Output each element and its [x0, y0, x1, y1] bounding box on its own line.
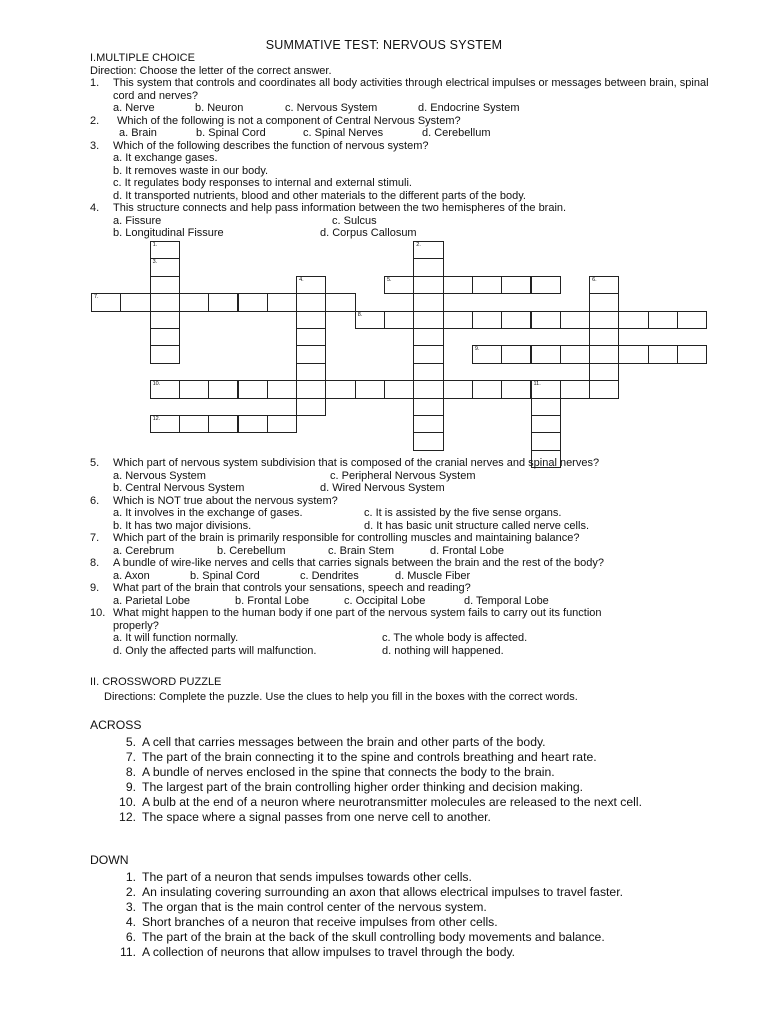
across-clues: [90, 718, 690, 825]
crossword-cell[interactable]: [413, 293, 443, 311]
crossword-cell[interactable]: [648, 311, 678, 329]
question-2: [90, 115, 730, 128]
question-options: [90, 215, 730, 228]
crossword-clue-number: 11.: [533, 381, 541, 388]
question-text: A bundle of wire-like nerves and cells that carries signals between the brain and the rest of the body?: [113, 557, 605, 569]
crossword-cell[interactable]: [443, 380, 473, 398]
option-c[interactable]: c. Nervous System: [285, 102, 378, 114]
crossword-clue-number: 5.: [387, 276, 392, 283]
clue-number: 6.: [125, 930, 136, 944]
question-number: 9.: [90, 582, 100, 594]
clue-number: 1.: [125, 870, 136, 884]
clue-text: The part of a neuron that sends impulses towards other cells.: [142, 870, 472, 884]
crossword-cell[interactable]: [150, 328, 180, 346]
option-b[interactable]: b. It has two major divisions.: [113, 519, 252, 532]
crossword-cell[interactable]: [531, 415, 561, 433]
question-text: Which part of the brain is primarily responsible for controlling muscles and maintaining balance?: [113, 532, 580, 544]
question-number: 4.: [90, 202, 100, 214]
crossword-cell[interactable]: [267, 293, 297, 311]
option-c[interactable]: c. Occipital Lobe: [344, 594, 426, 607]
question-number: 5.: [90, 457, 100, 469]
crossword-cell[interactable]: [531, 432, 561, 450]
question-options: [90, 520, 730, 533]
clue-text: A collection of neurons that allow impulses to travel through the body.: [142, 945, 516, 959]
clue-item: [90, 810, 690, 825]
crossword-clue-number: 12.: [152, 416, 161, 422]
question-options: [90, 470, 730, 483]
question-options: [90, 595, 730, 608]
option-d[interactable]: d. Corpus Callosum: [320, 227, 417, 239]
crossword-cell[interactable]: [179, 415, 209, 433]
crossword-cell[interactable]: [238, 380, 268, 398]
section-direction: Direction: Choose the letter of the correct answer.: [90, 64, 332, 77]
option-d[interactable]: d. It has basic unit structure called nerve cells.: [364, 519, 589, 532]
crossword-cell[interactable]: [589, 293, 619, 311]
question-options: [90, 570, 730, 583]
crossword-cell[interactable]: [413, 241, 443, 259]
question-8: [90, 557, 730, 570]
crossword-cell[interactable]: [589, 363, 619, 381]
question-text: Which part of nervous system subdivision that is composed of the cranial nerves and spinal nerves?: [113, 457, 600, 469]
clue-item: [90, 795, 690, 810]
question-text: Which of the following describes the function of nervous system?: [113, 139, 429, 152]
clue-item: [90, 930, 690, 945]
question-3: [90, 140, 730, 153]
crossword-cell[interactable]: [267, 415, 297, 433]
crossword-cell[interactable]: [618, 311, 648, 329]
crossword-cell[interactable]: [413, 415, 443, 433]
clue-number: 7.: [125, 750, 136, 764]
crossword-cell[interactable]: [560, 345, 590, 363]
clue-number: 11.: [119, 945, 136, 959]
question-number: 3.: [90, 139, 100, 152]
option-a[interactable]: a. Axon: [113, 569, 150, 582]
crossword-cell[interactable]: [150, 293, 180, 311]
page-title: SUMMATIVE TEST: NERVOUS SYSTEM: [265, 38, 503, 52]
crossword-cell[interactable]: [560, 311, 590, 329]
option-a[interactable]: a. Fissure: [113, 214, 162, 227]
clue-text: A bundle of nerves enclosed in the spine that connects the body to the brain.: [142, 765, 555, 779]
clue-number: 5.: [125, 735, 136, 749]
crossword-cell[interactable]: [443, 276, 473, 294]
question-number: 6.: [90, 494, 100, 507]
crossword-cell[interactable]: [560, 380, 590, 398]
crossword-cell[interactable]: [150, 258, 180, 276]
crossword-cell[interactable]: [531, 345, 561, 363]
question-number: 2.: [90, 114, 100, 127]
section-direction: Directions: Complete the puzzle. Use the clues to help you fill in the boxes with the correct words.: [104, 691, 578, 703]
clue-text: The organ that is the main control center of the nervous system.: [142, 900, 487, 914]
clue-number: 8.: [125, 765, 136, 779]
option-b[interactable]: b. Spinal Cord: [190, 569, 260, 582]
multiple-choice-section: [90, 52, 730, 240]
crossword-cell[interactable]: [355, 311, 385, 329]
option-b[interactable]: b. Central Nervous System: [113, 482, 245, 494]
section-heading: I.MULTIPLE CHOICE: [90, 52, 195, 64]
crossword-cell[interactable]: [531, 276, 561, 294]
option-c[interactable]: c. Spinal Nerves: [303, 127, 384, 139]
crossword-cell[interactable]: [267, 380, 297, 398]
across-heading: ACROSS: [90, 718, 142, 732]
clue-item: [90, 750, 690, 765]
option-a[interactable]: a. Brain: [119, 127, 157, 139]
option-b[interactable]: b. It removes waste in our body.: [113, 164, 269, 177]
option-b[interactable]: d. Only the affected parts will malfunction.: [113, 644, 317, 657]
crossword-cell[interactable]: [413, 380, 443, 398]
question-options: [90, 545, 730, 558]
option-b[interactable]: b. Frontal Lobe: [235, 594, 309, 607]
crossword-cell[interactable]: [531, 380, 561, 398]
clue-item: [90, 885, 690, 900]
option-c[interactable]: c. Brain Stem: [328, 544, 395, 557]
crossword-cell[interactable]: [179, 380, 209, 398]
crossword-cell[interactable]: [150, 415, 180, 433]
question-text-continued: properly?: [113, 619, 159, 632]
question-4: [90, 202, 730, 215]
crossword-cell[interactable]: [238, 293, 268, 311]
crossword-cell[interactable]: [150, 276, 180, 294]
crossword-cell[interactable]: [120, 293, 150, 311]
crossword-section: [90, 676, 730, 703]
crossword-cell[interactable]: [677, 311, 707, 329]
clue-item: [90, 945, 690, 960]
crossword-clue-number: 6.: [592, 276, 597, 283]
crossword-cell[interactable]: [501, 345, 531, 363]
crossword-cell[interactable]: [531, 398, 561, 416]
option-a[interactable]: a. Nervous System: [113, 469, 206, 482]
crossword-cell[interactable]: [208, 293, 238, 311]
crossword-cell[interactable]: [589, 311, 619, 329]
crossword-cell[interactable]: [618, 345, 648, 363]
crossword-cell[interactable]: [325, 293, 355, 311]
crossword-cell[interactable]: [296, 293, 326, 311]
option-c[interactable]: c. Peripheral Nervous System: [330, 469, 476, 482]
clue-text: A cell that carries messages between the brain and other parts of the body.: [142, 735, 546, 749]
crossword-cell[interactable]: [589, 276, 619, 294]
question-number: 8.: [90, 557, 100, 569]
question-text: Which of the following is not a component of Central Nervous System?: [117, 114, 461, 127]
option-c[interactable]: c. It regulates body responses to internal and external stimuli.: [113, 177, 412, 189]
crossword-cell[interactable]: [325, 380, 355, 398]
option-c[interactable]: c. Dendrites: [300, 569, 359, 582]
option-d[interactable]: d. Wired Nervous System: [320, 482, 445, 494]
crossword-cell[interactable]: [150, 345, 180, 363]
crossword-cell[interactable]: [589, 345, 619, 363]
option-d[interactable]: d. Temporal Lobe: [464, 594, 549, 607]
question-options: [90, 102, 730, 115]
question-options: [90, 482, 730, 495]
crossword-cell[interactable]: [472, 311, 502, 329]
crossword-cell[interactable]: [296, 328, 326, 346]
crossword-clue-number: 4.: [299, 276, 304, 283]
clue-item: [90, 765, 690, 780]
option-a[interactable]: a. It exchange gases.: [113, 152, 218, 164]
crossword-cell[interactable]: [472, 276, 502, 294]
option-d[interactable]: d. Frontal Lobe: [430, 544, 504, 557]
question-options: [90, 632, 730, 645]
clue-text: The part of the brain connecting it to the spine and controls breathing and heart rate.: [142, 750, 597, 764]
crossword-cell[interactable]: [472, 345, 502, 363]
crossword-cell[interactable]: [384, 311, 414, 329]
option-b[interactable]: b. Longitudinal Fissure: [113, 227, 224, 239]
crossword-clue-number: 2.: [416, 242, 421, 248]
option-c[interactable]: c. It is assisted by the five sense organs.: [364, 507, 562, 519]
crossword-clue-number: 7.: [94, 294, 99, 301]
clue-number: 4.: [125, 915, 136, 929]
down-clues: [90, 853, 690, 960]
question-options: [90, 645, 730, 658]
clue-text: A bulb at the end of a neuron where neurotransmitter molecules are released to the next cell.: [142, 795, 642, 809]
option-a[interactable]: a. It involves in the exchange of gases.: [113, 507, 303, 519]
question-7: [90, 532, 730, 545]
clue-item: [90, 780, 690, 795]
crossword-clue-number: 10.: [152, 381, 161, 388]
clue-number: 2.: [125, 885, 136, 899]
crossword-cell[interactable]: [296, 345, 326, 363]
question-10: [90, 607, 730, 620]
question-text: What might happen to the human body if one part of the nervous system fails to carry out its function: [113, 607, 602, 619]
crossword-cell[interactable]: [589, 380, 619, 398]
question-1: [90, 77, 730, 102]
crossword-cell[interactable]: [384, 380, 414, 398]
option-c[interactable]: c. Sulcus: [332, 214, 377, 227]
down-heading: DOWN: [90, 853, 129, 867]
option-b[interactable]: b. Neuron: [195, 102, 244, 114]
clue-number: 9.: [125, 780, 136, 794]
option-a[interactable]: a. Parietal Lobe: [113, 594, 191, 607]
option-d[interactable]: d. It transported nutrients, blood and other materials to the different parts of the body.: [113, 189, 526, 202]
crossword-cell[interactable]: [443, 311, 473, 329]
crossword-cell[interactable]: [296, 311, 326, 329]
crossword-cell[interactable]: [208, 415, 238, 433]
crossword-cell[interactable]: [150, 380, 180, 398]
clue-number: 3.: [125, 900, 136, 914]
option-b[interactable]: b. Cerebellum: [217, 544, 286, 557]
crossword-clue-number: 9.: [474, 346, 480, 353]
crossword-cell[interactable]: [413, 311, 443, 329]
crossword-cell[interactable]: [413, 363, 443, 381]
crossword-cell[interactable]: [501, 311, 531, 329]
crossword-clue-number: 8.: [357, 311, 363, 318]
clue-text: Short branches of a neuron that receive impulses from other cells.: [142, 915, 498, 929]
question-options: [90, 507, 730, 520]
crossword-clue-number: 3.: [152, 259, 158, 266]
option-b[interactable]: b. Spinal Cord: [196, 127, 266, 139]
option-a[interactable]: a. Cerebrum: [113, 544, 175, 557]
crossword-cell[interactable]: [413, 432, 443, 450]
question-number: 7.: [90, 532, 100, 544]
crossword-cell[interactable]: [296, 276, 326, 294]
crossword-cell[interactable]: [208, 380, 238, 398]
crossword-cell[interactable]: [413, 345, 443, 363]
option-d[interactable]: d. nothing will happened.: [382, 644, 504, 657]
question-6: [90, 495, 730, 508]
clue-number: 12.: [119, 810, 136, 824]
question-5: [90, 457, 730, 470]
question-text: Which is NOT true about the nervous system?: [113, 494, 338, 507]
crossword-cell[interactable]: [501, 276, 531, 294]
clue-number: 10.: [119, 795, 136, 809]
clue-item: [90, 870, 690, 885]
clue-item: [90, 915, 690, 930]
option-d[interactable]: d. Muscle Fiber: [395, 569, 471, 582]
crossword-cell[interactable]: [413, 276, 443, 294]
crossword-cell[interactable]: [150, 311, 180, 329]
multiple-choice-section-continued: [90, 457, 730, 657]
clue-text: The space where a signal passes from one nerve cell to another.: [142, 810, 491, 824]
question-9: [90, 582, 730, 595]
crossword-cell[interactable]: [384, 276, 414, 294]
option-a[interactable]: a. Nerve: [113, 102, 155, 114]
question-text: What part of the brain that controls your sensations, speech and reading?: [113, 582, 471, 594]
crossword-clue-number: 1.: [152, 242, 158, 248]
question-number: 10.: [90, 607, 106, 619]
crossword-cell[interactable]: [531, 311, 561, 329]
crossword-cell[interactable]: [355, 380, 385, 398]
question-options: [90, 227, 730, 240]
crossword-cell[interactable]: [296, 398, 326, 416]
crossword-cell[interactable]: [150, 241, 180, 259]
clue-item: [90, 900, 690, 915]
clue-text: The part of the brain at the back of the skull controlling body movements and balance.: [142, 930, 605, 944]
option-a[interactable]: a. It will function normally.: [113, 632, 239, 644]
question-number: 1.: [90, 77, 100, 89]
clue-text: The largest part of the brain controlling higher order thinking and decision making.: [142, 780, 584, 794]
crossword-cell[interactable]: [179, 293, 209, 311]
option-c[interactable]: c. The whole body is affected.: [382, 632, 528, 644]
crossword-cell[interactable]: [648, 345, 678, 363]
option-d[interactable]: d. Cerebellum: [422, 127, 491, 139]
crossword-cell[interactable]: [413, 328, 443, 346]
question-options: [90, 127, 730, 140]
crossword-cell[interactable]: [296, 380, 326, 398]
crossword-cell[interactable]: [413, 398, 443, 416]
clue-item: [90, 735, 690, 750]
crossword-cell[interactable]: [413, 258, 443, 276]
question-text: This system that controls and coordinates all body activities through electrical impulses or messages between brain, spinal cord and nerves?: [113, 77, 709, 102]
option-d[interactable]: d. Endocrine System: [418, 102, 520, 114]
question-text: This structure connects and help pass information between the two hemispheres of the brain.: [113, 202, 567, 214]
crossword-cell[interactable]: [677, 345, 707, 363]
crossword-cell[interactable]: [296, 363, 326, 381]
crossword-cell[interactable]: [91, 293, 121, 311]
section-heading: II. CROSSWORD PUZZLE: [90, 676, 222, 688]
crossword-cell[interactable]: [472, 380, 502, 398]
crossword-cell[interactable]: [501, 380, 531, 398]
crossword-cell[interactable]: [238, 415, 268, 433]
crossword-cell[interactable]: [589, 328, 619, 346]
clue-text: An insulating covering surrounding an axon that allows electrical impulses to travel faster.: [142, 885, 623, 899]
